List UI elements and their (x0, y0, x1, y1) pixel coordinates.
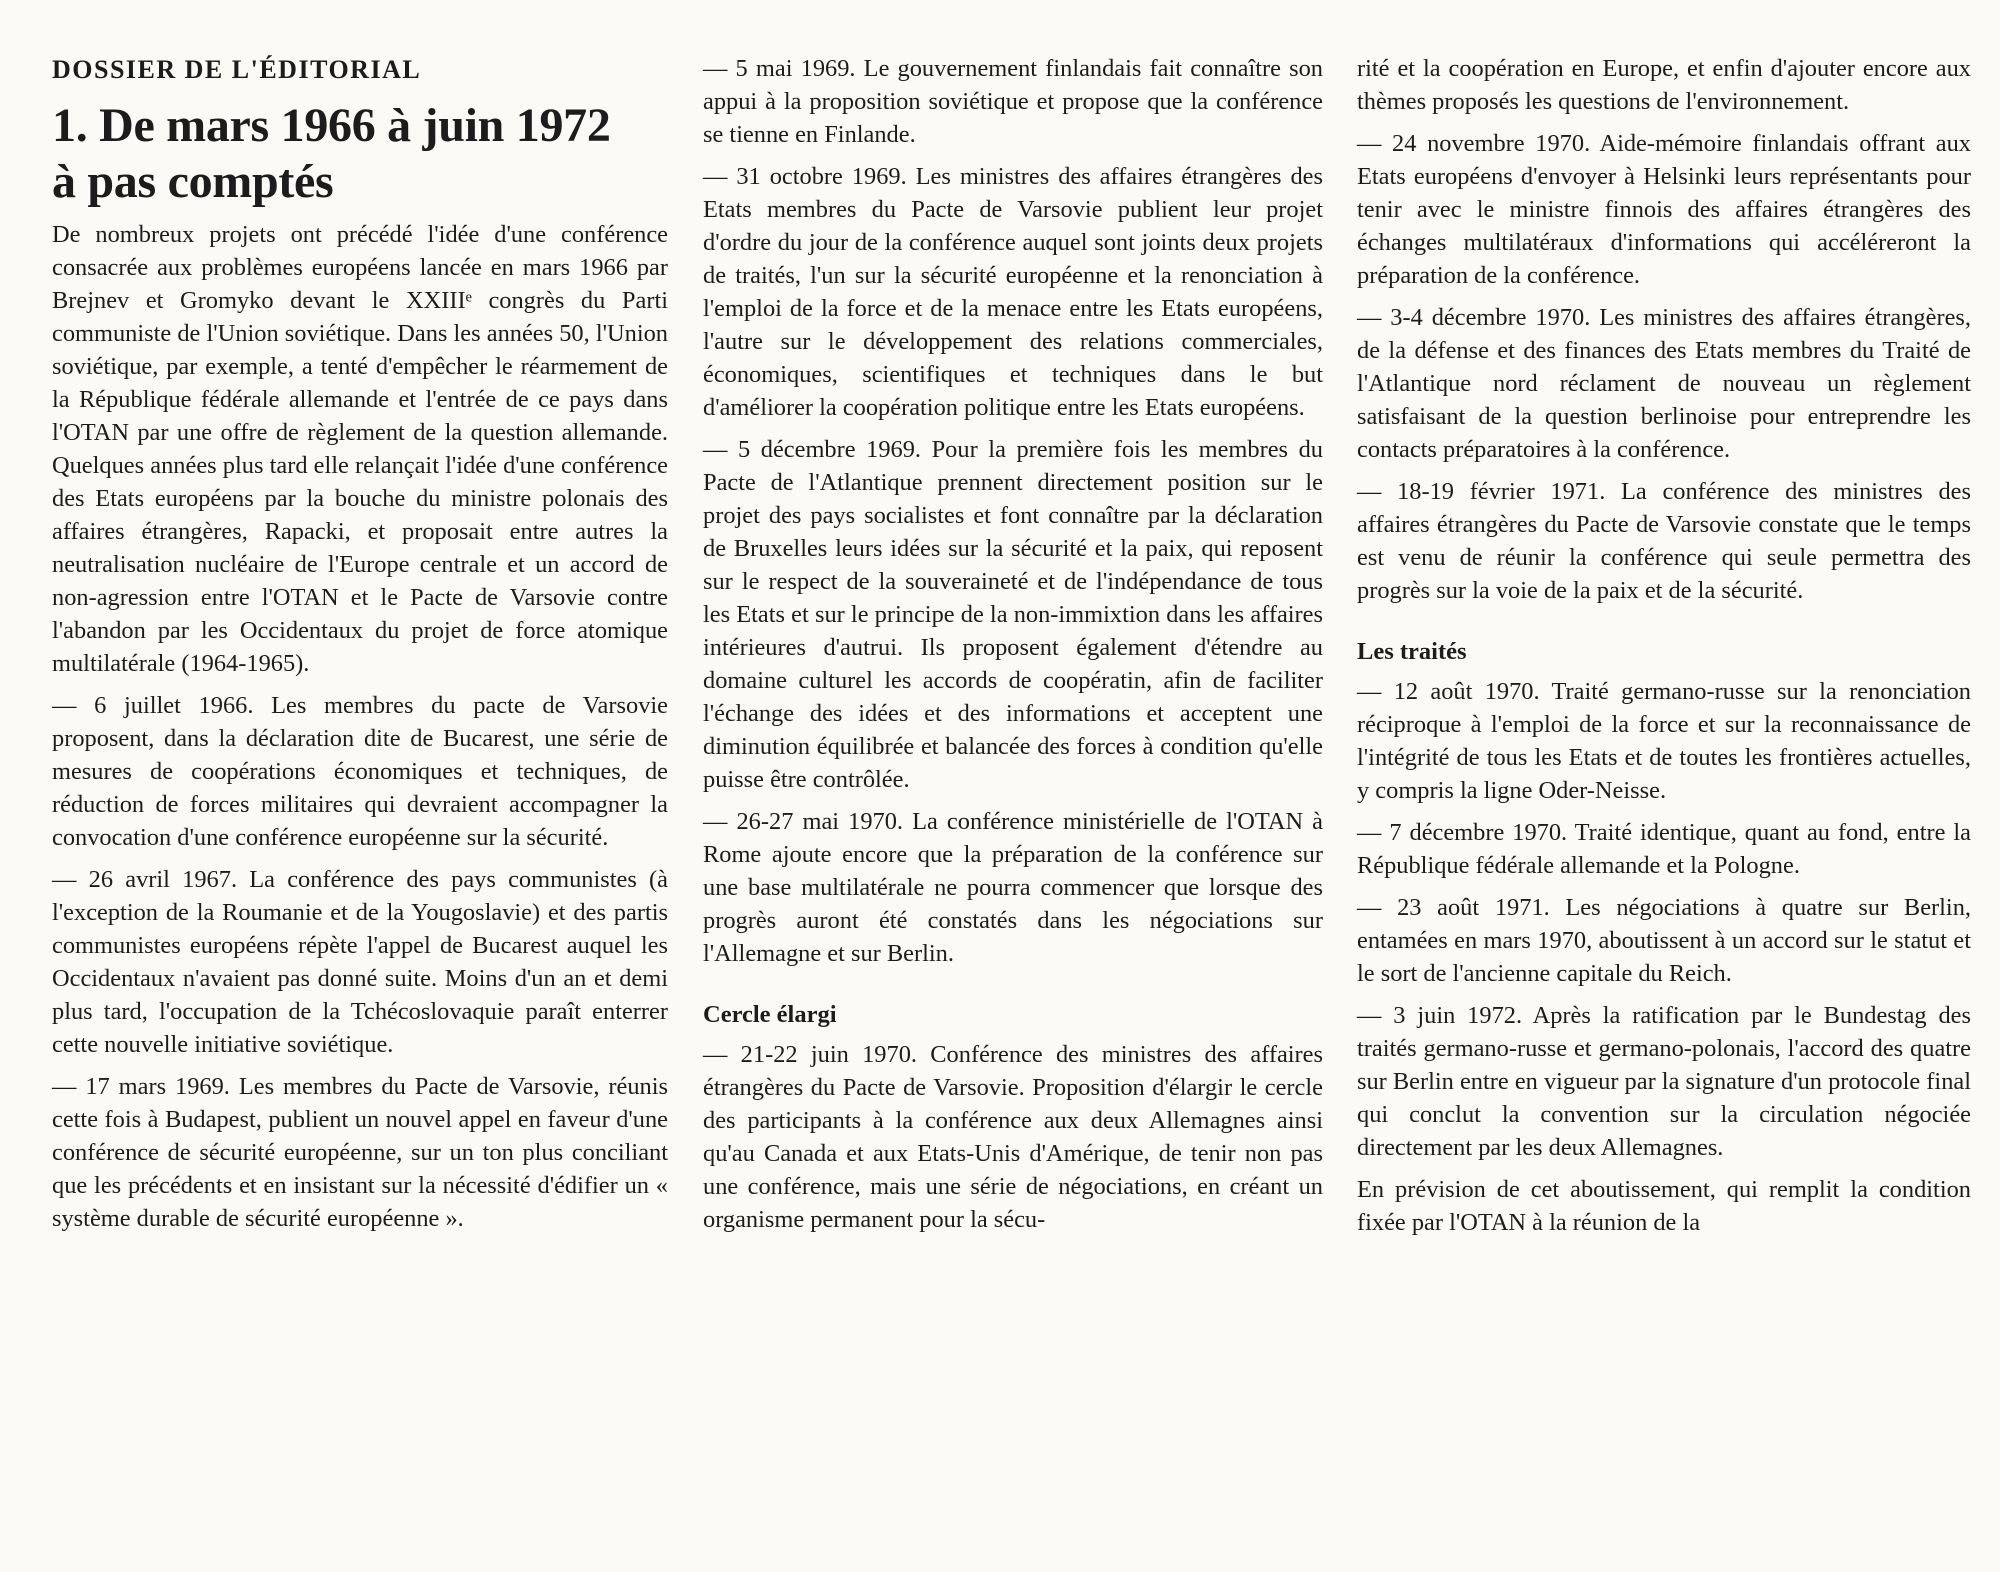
subheading-cercle-elargi: Cercle élargi (703, 1001, 837, 1028)
paragraph: — 6 juillet 1966. Les membres du pacte de Varsovie proposent, dans la déclaration dite de Bucarest, une série de mesures de coopérations économiques et techniques, de réduction de forces militaires qui devraient accompagner la convocation d'une conférence européenne sur la sécurité. (52, 692, 668, 851)
paragraph: — 31 octobre 1969. Les ministres des affaires étrangères des Etats membres du Pacte de Varsovie publient leur projet d'ordre du jour de la conférence auquel sont joints deux projets de traités, l'un sur la sécurité européenne et la renonciation à l'emploi de la force et de la menace entre les Etats européens, l'autre sur le développement des relations commerciales, économiques, scientifiques et techniques dans le but d'améliorer la coopération politique entre les Etats européens. (703, 163, 1323, 421)
section-kicker: DOSSIER DE L'ÉDITORIAL (52, 55, 422, 84)
paragraph: — 3-4 décembre 1970. Les ministres des affaires étrangères, de la défense et des finances des Etats membres du Traité de l'Atlantique nord réclament de nouveau un règlement satisfaisant de la question berlinoise pour entreprendre les contacts préparatoires à la conférence. (1357, 304, 1971, 463)
paragraph: En prévision de cet aboutissement, qui remplit la condition fixée par l'OTAN à la réunion de la (1357, 1176, 1971, 1236)
title-line-1: 1. De mars 1966 à juin 1972 (52, 99, 611, 152)
paragraph: — 12 août 1970. Traité germano-russe sur la renonciation réciproque à l'emploi de la force et sur la reconnaissance de l'intégrité de tous les Etats et de toutes les frontières actuelles, y compris la ligne Oder-Neisse. (1357, 678, 1971, 804)
column-2 (703, 52, 1323, 1245)
column-1 (52, 52, 668, 1244)
paragraph: — 3 juin 1972. Après la ratification par le Bundestag des traités germano-russe et germano-polonais, l'accord des quatre sur Berlin entre en vigueur par la signature d'un protocole final qui conclut la convention sur la circulation négociée directement par les deux Allemagnes. (1357, 1002, 1971, 1161)
paragraph: — 23 août 1971. Les négociations à quatre sur Berlin, entamées en mars 1970, aboutissent à un accord sur le statut et le sort de l'ancienne capitale du Reich. (1357, 894, 1971, 987)
paragraph: rité et la coopération en Europe, et enfin d'ajouter encore aux thèmes proposés les questions de l'environnement. (1357, 55, 1971, 115)
title-line-2: à pas comptés (52, 155, 334, 208)
article-title (52, 98, 668, 210)
paragraph: — 26-27 mai 1970. La conférence ministérielle de l'OTAN à Rome ajoute encore que la préparation de la conférence sur une base multilatérale ne pourra commencer que lorsque des progrès auront été constatés dans les négociations sur l'Allemagne et sur Berlin. (703, 808, 1323, 967)
paragraph: — 17 mars 1969. Les membres du Pacte de Varsovie, réunis cette fois à Budapest, publient un nouvel appel en faveur d'une conférence de sécurité européenne, sur un ton plus conciliant que les précédents et en insistant sur la nécessité d'édifier un « système durable de sécurité européenne ». (52, 1073, 668, 1232)
column-3 (1357, 52, 1971, 1248)
paragraph: — 5 mai 1969. Le gouvernement finlandais fait connaître son appui à la proposition soviétique et propose que la conférence se tienne en Finlande. (703, 55, 1323, 148)
subheading-les-traites: Les traités (1357, 638, 1467, 665)
paragraph: — 18-19 février 1971. La conférence des ministres des affaires étrangères du Pacte de Varsovie constate que le temps est venu de réunir la conférence qui seule permettra des progrès sur la voie de la paix et de la sécurité. (1357, 478, 1971, 604)
paragraph: De nombreux projets ont précédé l'idée d'une conférence consacrée aux problèmes européens lancée en mars 1966 par Brejnev et Gromyko devant le XXIIIᵉ congrès du Parti communiste de l'Union soviétique. Dans les années 50, l'Union soviétique, par exemple, a tenté d'empêcher le réarmement de la République fédérale allemande et l'entrée de ce pays dans l'OTAN par une offre de règlement de la question allemande. Quelques années plus tard elle relançait l'idée d'une conférence des Etats européens par la bouche du ministre polonais des affaires étrangères, Rapacki, et proposait entre autres la neutralisation nucléaire de l'Europe centrale et un accord de non-agression entre l'OTAN et le Pacte de Varsovie contre l'abandon par les Occidentaux du projet de force atomique multilatérale (1964-1965). (52, 221, 668, 677)
paragraph: — 5 décembre 1969. Pour la première fois les membres du Pacte de l'Atlantique prennent directement position sur le projet des pays socialistes et font connaître par la déclaration de Bruxelles leurs idées sur la sécurité et la paix, qui reposent sur le respect de la souveraineté et de l'indépendance de tous les Etats et sur le principe de la non-immixtion dans les affaires intérieures d'autrui. Ils proposent également d'étendre au domaine culturel les accords de coopératin, afin de faciliter l'échange des idées et des informations et acceptent une diminution équilibrée et balancée des forces à condition qu'elle puisse être contrôlée. (703, 436, 1323, 793)
paragraph: — 21-22 juin 1970. Conférence des ministres des affaires étrangères du Pacte de Varsovie. Proposition d'élargir le cercle des participants à la conférence aux deux Allemagnes ainsi qu'au Canada et aux Etats-Unis d'Amérique, de tenir non pas une conférence, mais une série de négociations, en créant un organisme permanent pour la sécu- (703, 1041, 1323, 1233)
paragraph: — 24 novembre 1970. Aide-mémoire finlandais offrant aux Etats européens d'envoyer à Helsinki leurs représentants pour tenir avec le ministre finnois des affaires étrangères des échanges multilatéraux d'informations qui accéléreront la préparation de la conférence. (1357, 130, 1971, 289)
paragraph: — 7 décembre 1970. Traité identique, quant au fond, entre la République fédérale allemande et la Pologne. (1357, 819, 1971, 879)
paragraph: — 26 avril 1967. La conférence des pays communistes (à l'exception de la Roumanie et de la Yougoslavie) et des partis communistes européens répète l'appel de Bucarest auquel les Occidentaux n'avaient pas donné suite. Moins d'un an et demi plus tard, l'occupation de la Tchécoslovaquie paraît enterrer cette nouvelle initiative soviétique. (52, 866, 668, 1058)
